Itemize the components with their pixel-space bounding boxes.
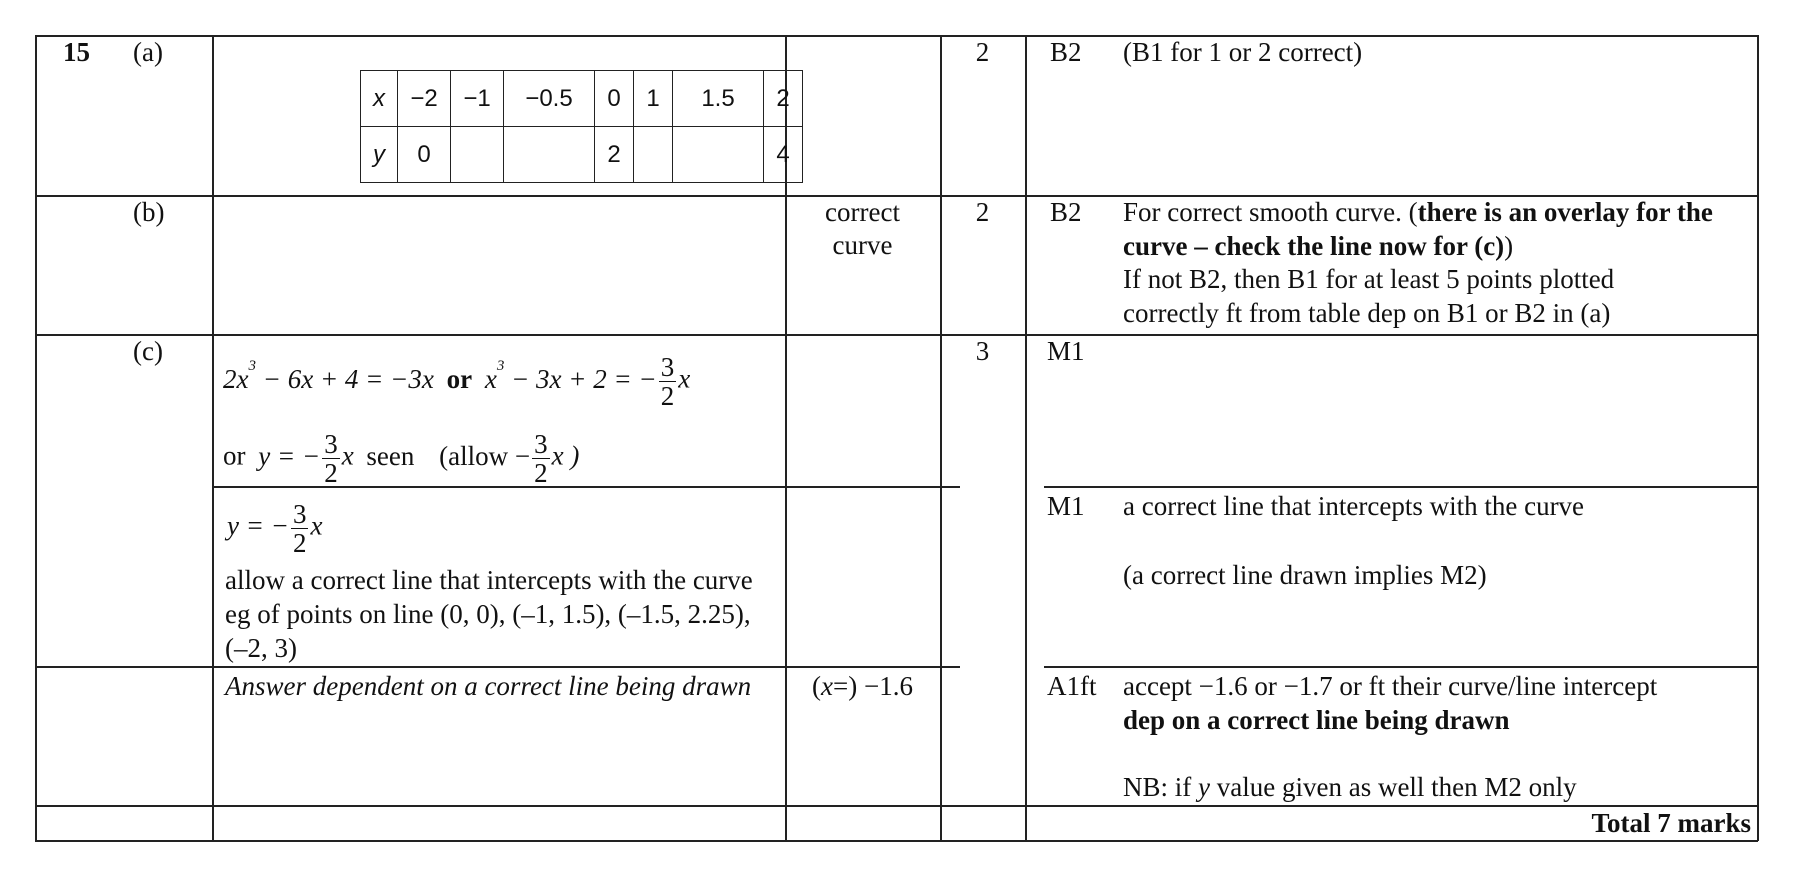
variable-x: x xyxy=(678,363,691,394)
part-c-row3-note1: accept −1.6 or −1.7 or ft their curve/line intercept xyxy=(1123,671,1658,701)
rule-col-working xyxy=(212,35,214,841)
rule-c2-c3-left xyxy=(35,666,960,668)
part-b-notes-text: For correct smooth curve. ( xyxy=(1123,197,1418,227)
xy-value-table xyxy=(360,70,803,183)
part-b-code: B2 xyxy=(1050,197,1082,227)
part-c-row2-code: M1 xyxy=(1047,491,1085,521)
table-cell: 0 xyxy=(398,127,451,183)
part-b-answer-line1: correct xyxy=(825,197,900,227)
part-c-row3-working: Answer dependent on a correct line being drawn xyxy=(225,671,752,701)
rule-col-notes xyxy=(1025,35,1027,841)
table-cell xyxy=(504,127,595,183)
variable-x: x xyxy=(341,440,354,471)
rule-c1-c2-right xyxy=(1044,486,1758,488)
allow-close: x ) xyxy=(551,440,580,471)
part-a-label: (a) xyxy=(133,37,163,67)
part-b-notes-line4: correctly ft from table dep on B1 or B2 in (a) xyxy=(1123,298,1611,328)
fraction-numerator: 3 xyxy=(660,352,675,382)
rule-left xyxy=(35,35,37,841)
part-a-marks: 2 xyxy=(975,37,990,67)
table-y-label: y xyxy=(361,127,398,183)
fraction-numerator: 3 xyxy=(292,499,307,529)
rule-col-marks xyxy=(940,35,942,841)
variable-x: x xyxy=(310,510,323,541)
table-x-label: x xyxy=(361,71,398,127)
part-c-y-line xyxy=(223,430,579,487)
part-c-marks: 3 xyxy=(975,336,990,366)
table-cell xyxy=(634,127,673,183)
table-row-y xyxy=(361,127,803,183)
equation-one: $2x^3 - 6x + 4 = -3x$ xyxy=(223,358,434,394)
table-cell xyxy=(673,127,764,183)
table-cell: 4 xyxy=(764,127,803,183)
seen-text: seen xyxy=(366,440,415,471)
part-c-row2-text: allow a correct line that intercepts with the curve eg of points on line (0, 0), (–1, 1.5), (–1.5, 2.25), (–2, 3) xyxy=(225,565,753,663)
part-b-notes-line3: If not B2, then B1 for at least 5 points plotted xyxy=(1123,264,1615,294)
part-a-notes: (B1 for 1 or 2 correct) xyxy=(1123,37,1363,67)
part-b-notes xyxy=(1123,195,1751,263)
part-b-marks: 2 xyxy=(975,197,990,227)
rule-right xyxy=(1757,35,1759,841)
table-cell: 2 xyxy=(595,127,634,183)
table-cell: 2 xyxy=(764,71,803,127)
note3-variable: y xyxy=(1198,772,1210,802)
or-bold: or xyxy=(446,363,473,394)
fraction-denominator: 2 xyxy=(292,528,307,558)
rule-b-c xyxy=(35,334,1758,336)
part-b-notes-bold: there is an overlay for the curve – check the line now for (c) xyxy=(1123,197,1713,261)
fraction-three-halves xyxy=(659,353,677,410)
part-b-label: (b) xyxy=(133,197,165,227)
answer-open: ( xyxy=(812,671,822,701)
part-c-answer xyxy=(785,669,940,703)
mark-scheme-table xyxy=(35,35,1758,841)
part-c-row2-note1: a correct line that intercepts with the curve xyxy=(1123,491,1585,521)
fraction-numerator: 3 xyxy=(534,429,548,459)
question-number: 15 xyxy=(63,37,90,67)
part-c-row2-y-line xyxy=(227,500,322,557)
note3-suffix: value given as well then M2 only xyxy=(1210,772,1577,802)
table-cell: −2 xyxy=(398,71,451,127)
table-row-x xyxy=(361,71,803,127)
rule-bottom xyxy=(35,840,1758,842)
or-plain: or xyxy=(223,440,246,471)
table-cell: 0 xyxy=(595,71,634,127)
rule-c2-c3-right xyxy=(1044,666,1758,668)
part-c-row1-code: M1 xyxy=(1047,336,1085,366)
fraction-denominator: 2 xyxy=(324,458,338,488)
part-b-answer-line2: curve xyxy=(832,230,893,260)
answer-variable: x xyxy=(821,671,834,701)
fraction-three-halves xyxy=(532,430,550,487)
part-c-row3-code: A1ft xyxy=(1047,671,1097,701)
fraction-denominator: 2 xyxy=(534,458,548,488)
equation-two: $x^3 - 3x + 2$ = − xyxy=(484,358,657,394)
rule-top xyxy=(35,35,1758,37)
answer-value: =) −1.6 xyxy=(833,671,913,701)
part-b-notes-close: ) xyxy=(1504,231,1514,261)
fraction-three-halves xyxy=(322,430,340,487)
y-equation: y = − xyxy=(227,510,289,541)
table-cell: 1 xyxy=(634,71,673,127)
table-cell: 1.5 xyxy=(673,71,764,127)
part-c-label: (c) xyxy=(133,336,163,366)
y-equation: y = − xyxy=(258,440,321,471)
fraction-numerator: 3 xyxy=(324,429,338,459)
table-cell: −1 xyxy=(451,71,504,127)
fraction-three-halves xyxy=(291,500,309,557)
allow-open: (allow − xyxy=(439,440,531,471)
part-a-code: B2 xyxy=(1050,37,1082,67)
note3-prefix: NB: if xyxy=(1123,772,1199,802)
part-c-row3-note3 xyxy=(1123,770,1577,804)
fraction-denominator: 2 xyxy=(660,381,675,411)
part-c-row2-note2: (a correct line drawn implies M2) xyxy=(1123,560,1487,590)
part-c-equation-line xyxy=(223,353,690,410)
table-cell xyxy=(451,127,504,183)
table-cell: −0.5 xyxy=(504,71,595,127)
total-marks: Total 7 marks xyxy=(1591,808,1751,838)
part-c-row3-note2: dep on a correct line being drawn xyxy=(1123,705,1510,735)
